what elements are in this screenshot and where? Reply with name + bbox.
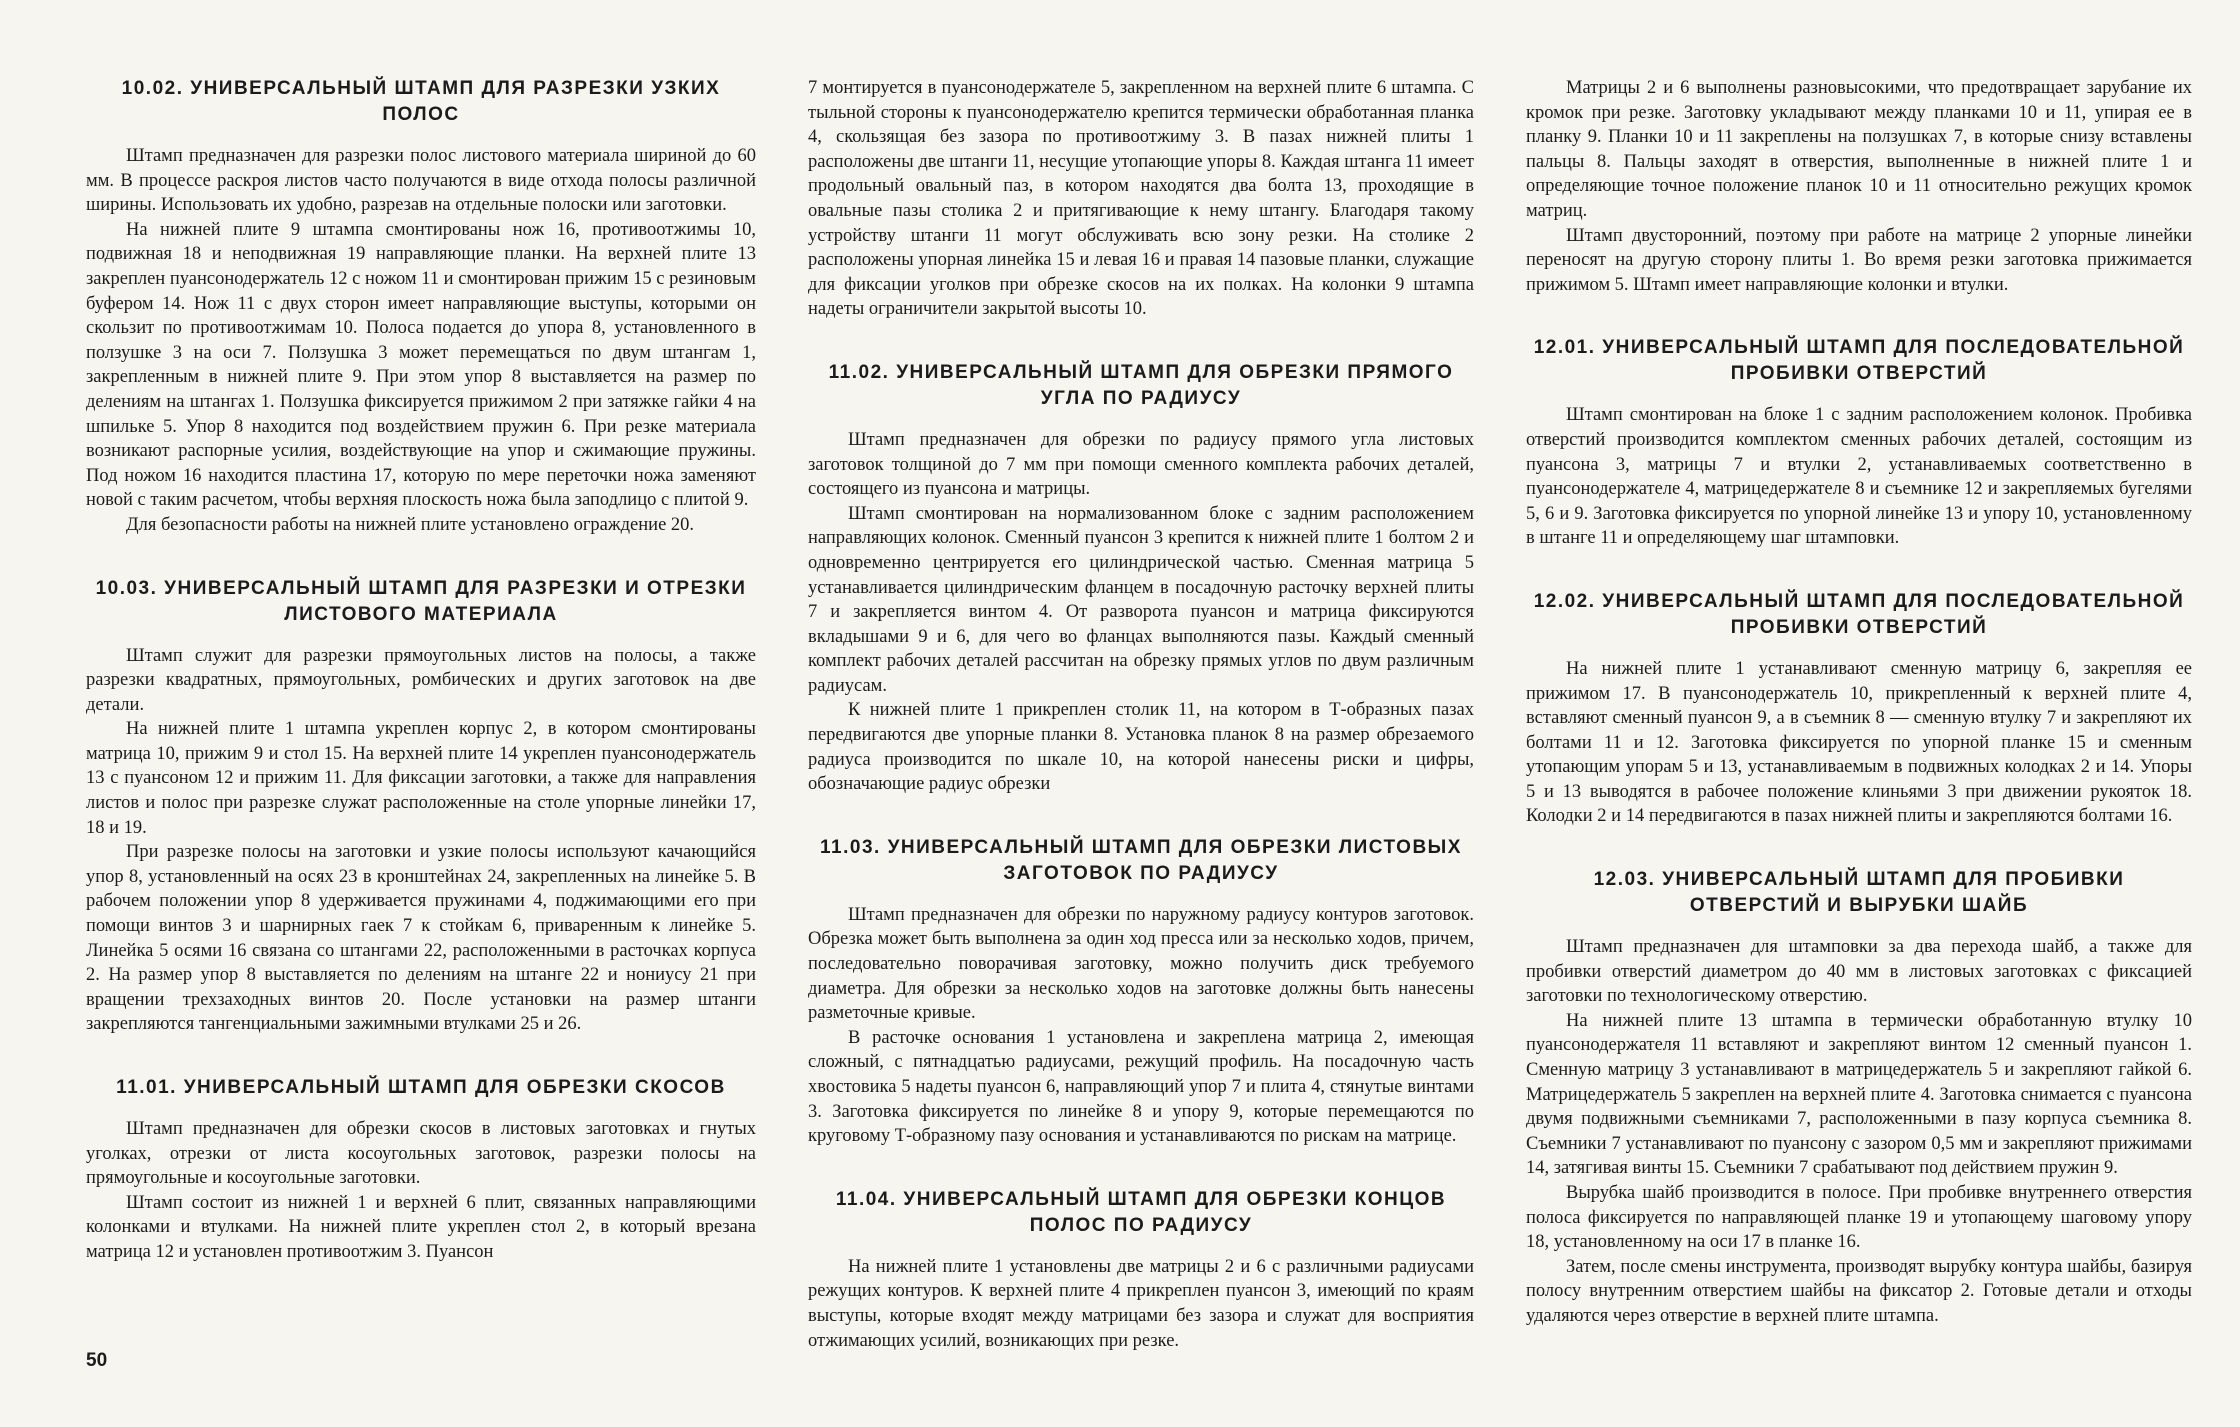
paragraph: На нижней плите 1 устанавливают сменную матрицу 6, закрепляя ее прижимом 17. В пуансонодержатель 10, прикрепленный к верхней плите 4, вставляют сменный пуансон 9, а в съемник 8 — сменную втулку 7 и закрепляют их болтами 11 и 12. Заготовка фиксируется по упорной планке 15 и сменным утопающим упорам 5 и 13, устанавливаемым в подвижных колодках 2 и 14. Упоры 5 и 13 выводятся в рабочее положение клиньями 3 при движении рукояток 18. Колодки 2 и 14 передвигаются в пазах нижней плиты и закрепляются болтами 16. bbox=[1526, 658, 2192, 827]
column-middle bbox=[808, 76, 1474, 1391]
section-title: 10.03. УНИВЕРСАЛЬНЫЙ ШТАМП ДЛЯ РАЗРЕЗКИ И ОТРЕЗКИ ЛИСТОВОГО МАТЕРИАЛА bbox=[95, 577, 747, 625]
section-title: 10.02. УНИВЕРСАЛЬНЫЙ ШТАМП ДЛЯ РАЗРЕЗКИ УЗКИХ ПОЛОС bbox=[121, 78, 721, 125]
paragraph: Штамп смонтирован на нормализованном блоке с задним расположением направляющих колонок. Сменный пуансон 3 крепится к нижней плите 1 болтом 2 и одновременно центрируется его цилиндрической частью. Сменная матрица 5 устанавливается цилиндрическим фланцем в посадочную расточку верхней плиты 7 и закрепляется винтом 4. От разворота пуансон и матрица фиксируются вкладышами 9 и 6, для чего во фланцах выполняются пазы. Каждый сменный комплект рабочих деталей рассчитан на обрезку прямых углов по двум различным радиусам. bbox=[808, 503, 1474, 696]
section-11-02 bbox=[808, 360, 1474, 797]
paragraph: Штамп состоит из нижней 1 и верхней 6 плит, связанных направляющими колонками и втулками. На нижней плите укреплен стол 2, в который врезана матрица 12 и установлен противоотжим 3. Пуансон bbox=[86, 1192, 756, 1262]
paragraph: На нижней плите 13 штампа в термически обработанную втулку 10 пуансонодержателя 11 вставляют и закрепляют винтом 12 сменный пуансон 1. Сменную матрицу 3 устанавливают в матрицедержатель 5 и закрепляют гайкой 6. Матрицедержатель 5 закреплен на верхней плите 4. Заготовка снимается с пуансона двумя подвижными съемниками 7, расположенными в пазу корпуса съемника 8. Съемники 7 устанавливают по пуансону с зазором 0,5 мм и закрепляют прижимами 14, затягивая винты 15. Съемники 7 срабатывают под действием пружин 9. bbox=[1526, 1010, 2192, 1179]
paragraph: Штамп смонтирован на блоке 1 с задним расположением колонок. Пробивка отверстий производится комплектом сменных рабочих деталей, состоящим из пуансона 3, матрицы 7 и втулки 2, устанавливаемых соответственно в пуансонодержателе 4, матрицедержателе 8 и съемнике 12 и закрепляемых бугелями 5, 6 и 9. Заготовка фиксируется по упорной линейке 13 и упору 10, установленному в штанге 11 и определяющему шаг штамповки. bbox=[1526, 405, 2192, 549]
section-title: 11.03. УНИВЕРСАЛЬНЫЙ ШТАМП ДЛЯ ОБРЕЗКИ ЛИСТОВЫХ ЗАГОТОВОК ПО РАДИУСУ bbox=[820, 836, 1462, 884]
paragraph: На нижней плите 1 штампа укреплен корпус 2, в котором смонтированы матрица 10, прижим 9 и стол 15. На верхней плите 14 укреплен пуансонодержатель 13 с пуансоном 12 и прижим 11. Для фиксации заготовки, а также для направления листов и полос при разрезке служат расположенные на столе упорные линейки 17, 18 и 19. bbox=[86, 719, 756, 838]
paragraph: Штамп предназначен для разрезки полос листового материала шириной до 60 мм. В процессе раскроя листов часто получаются в виде отхода полосы различной ширины. Использовать их удобно, разрезав на отдельные полоски или заготовки. bbox=[86, 146, 756, 216]
section-11-01-continued bbox=[808, 76, 1474, 322]
paragraph: Матрицы 2 и 6 выполнены разновысокими, что предотвращает зарубание их кромок при резке. Заготовку укладывают между планками 10 и 11, упирая ее в планку 9. Планки 10 и 11 закреплены на ползушках 7, в которые снизу вставлены пальцы 8. Пальцы заходят в отверстия, выполненные в нижней плите 1 и определяющие точное положение планок 10 и 11 относительно режущих кромок матриц. bbox=[1526, 78, 2192, 221]
paragraph: Вырубка шайб производится в полосе. При пробивке внутреннего отверстия полоса фиксируется по направляющей планке 19 и утопающему шаговому упору 18, установленному на оси 17 в планке 16. bbox=[1526, 1183, 2192, 1253]
section-title: 12.03. УНИВЕРСАЛЬНЫЙ ШТАМП ДЛЯ ПРОБИВКИ ОТВЕРСТИЙ И ВЫРУБКИ ШАЙБ bbox=[1593, 869, 2125, 917]
paragraph: Для безопасности работы на нижней плите установлено ограждение 20. bbox=[126, 514, 695, 535]
section-title: 12.02. УНИВЕРСАЛЬНЫЙ ШТАМП ДЛЯ ПОСЛЕДОВАТЕЛЬНОЙ ПРОБИВКИ ОТВЕРСТИЙ bbox=[1533, 590, 2185, 638]
section-12-03 bbox=[1526, 867, 2192, 1329]
paragraph: В расточке основания 1 установлена и закреплена матрица 2, имеющая сложный, с пятнадцатью радиусами, режущий профиль. На посадочную часть хвостовика 5 надеты пуансон 6, направляющий упор 7 и плита 4, стянутые винтами 3. Заготовка фиксируется по линейке 8 и упору 9, которые перемещаются по круговому Т-образному пазу основания и устанавливаются по рискам на матрице. bbox=[808, 1027, 1474, 1147]
paragraph: Штамп предназначен для обрезки по наружному радиусу контуров заготовок. Обрезка может быть выполнена за один ход пресса или за несколько ходов, причем, последовательно поворачивая заготовку, можно получить диск требуемого диаметра. Для обрезки за несколько ходов на заготовке должны быть нанесены разметочные кривые. bbox=[808, 904, 1474, 1024]
paragraph: При разрезке полосы на заготовки и узкие полосы используют качающийся упор 8, установленный на осях 23 в кронштейнах 24, закрепленных на линейке 5. В рабочем положении упор 8 удерживается пружинами 4, поджимающими его при помощи винтов 3 и шарнирных гаек 7 к стойкам 6, приваренным к линейке 5. Линейка 5 осями 16 связана со штангами 22, расположенными в расточках корпуса 2. На размер упор 8 выставляется по делениям на штанге 22 и нониусу 21 при вращении трехзаходных винтов 20. После установки на размер штанги закрепляются тангенциальными зажимными втулками 25 и 26. bbox=[86, 842, 756, 1035]
section-title: 11.01. УНИВЕРСАЛЬНЫЙ ШТАМП ДЛЯ ОБРЕЗКИ СКОСОВ bbox=[116, 1077, 726, 1098]
paragraph: Штамп двусторонний, поэтому при работе на матрице 2 упорные линейки переносят на другую сторону плиты 1. Во время резки заготовка прижимается прижимом 5. Штамп имеет направляющие колонки и втулки. bbox=[1526, 225, 2192, 295]
paragraph: Штамп предназначен для обрезки по радиусу прямого угла листовых заготовок толщиной до 7 мм при помощи сменного комплекта рабочих деталей, состоящего из пуансона и матрицы. bbox=[808, 429, 1474, 500]
paragraph: Штамп служит для разрезки прямоугольных листов на полосы, а также разрезки квадратных, прямоугольных, ромбических и других заготовок на две детали. bbox=[86, 645, 756, 715]
section-title: 11.04. УНИВЕРСАЛЬНЫЙ ШТАМП ДЛЯ ОБРЕЗКИ КОНЦОВ ПОЛОС ПО РАДИУСУ bbox=[835, 1188, 1447, 1236]
section-title: 11.02. УНИВЕРСАЛЬНЫЙ ШТАМП ДЛЯ ОБРЕЗКИ ПРЯМОГО УГЛА ПО РАДИУСУ bbox=[828, 361, 1454, 409]
paragraph: Штамп предназначен для обрезки скосов в листовых заготовках и гнутых уголках, отрезки от листа косоугольных заготовок, разрезки полосы на прямоугольные и косоугольные заготовки. bbox=[86, 1119, 756, 1189]
paragraph: На нижней плите 1 установлены две матрицы 2 и 6 с различными радиусами режущих контуров. К верхней плите 4 прикреплен пуансон 3, имеющий по краям выступы, которые входят между матрицами без зазора и служат для восприятия отжимающих усилий, возникающих при резке. bbox=[808, 1256, 1474, 1351]
section-10-03 bbox=[86, 576, 756, 1038]
section-12-01 bbox=[1526, 335, 2192, 551]
column-right bbox=[1526, 76, 2192, 1367]
paragraph: К нижней плите 1 прикреплен столик 11, на котором в Т-образных пазах передвигаются две упорные планки 8. Установка планок 8 на размер обрезаемого радиуса производится по шкале 10, на которой нанесены риски и цифры, обозначающие радиус обрезки bbox=[808, 700, 1474, 795]
column-left bbox=[86, 76, 756, 1303]
section-11-04 bbox=[808, 1187, 1474, 1353]
section-11-03 bbox=[808, 835, 1474, 1149]
paragraph: Штамп предназначен для штамповки за два перехода шайб, а также для пробивки отверстий диаметром до 40 мм в листовых заготовках с фиксацией заготовки по технологическому отверстию. bbox=[1526, 937, 2192, 1007]
page-number: 50 bbox=[86, 1350, 108, 1371]
paragraph: На нижней плите 9 штампа смонтированы нож 16, противоотжимы 10, подвижная 18 и неподвижная 19 направляющие планки. На верхней плите 13 закреплен пуансонодержатель 12 с ножом 11 и смонтирован прижим 15 с резиновым буфером 14. Нож 11 с двух сторон имеет направляющие выступы, которыми он скользит по противоотжимам 10. Полоса подается до упора 8, установленного в ползушке 3 на оси 7. Ползушка 3 может перемещаться по двум штангам 1, закрепленным в нижней плите 9. При этом упор 8 выставляется на размер по делениям на штангах 1. Ползушка фиксируется прижимом 2 при затяжке гайки 4 на шпильке 5. Упор 8 находится под воздействием пружин 6. При резке материала возникают распорные усилия, воздействующие на упор и сжимающие пружины. Под ножом 16 находится пластина 17, которую по мере переточки ножа заменяют новой с таким расчетом, чтобы верхняя плоскость ножа была заподлицо с плитой 9. bbox=[86, 219, 756, 511]
section-12-02 bbox=[1526, 589, 2192, 829]
section-10-02 bbox=[86, 76, 756, 538]
paragraph: Затем, после смены инструмента, производят вырубку контура шайбы, базируя полосу внутренним отверстием шайбы на фиксатор 2. Готовые детали и отходы удаляются через отверстие в верхней плите штампа. bbox=[1526, 1256, 2192, 1326]
section-11-01 bbox=[86, 1075, 756, 1265]
section-title: 12.01. УНИВЕРСАЛЬНЫЙ ШТАМП ДЛЯ ПОСЛЕДОВАТЕЛЬНОЙ ПРОБИВКИ ОТВЕРСТИЙ bbox=[1533, 337, 2185, 385]
paragraph: 7 монтируется в пуансонодержателе 5, закрепленном на верхней плите 6 штампа. С тыльной стороны к пуансонодержателю крепится термически обработанная планка 4, скользящая без зазора по противоотжиму 3. В пазах нижней плиты 1 расположены две штанги 11, несущие утопающие упоры 8. Каждая штанга 11 имеет продольный овальный паз, в котором находятся два болта 13, проходящие в овальные пазы столика 2 и притягивающие к нему штангу. Благодаря такому устройству штанги 11 могут обслуживать всю зону резки. На столике 2 расположены упорная линейка 15 и левая 16 и правая 14 пазовые планки, служащие для фиксации уголков при обрезке скосов на их полках. На колонки 9 штампа надеты ограничители закрытой высоты 10. bbox=[808, 78, 1474, 320]
section-11-04-continued bbox=[1526, 76, 2192, 297]
